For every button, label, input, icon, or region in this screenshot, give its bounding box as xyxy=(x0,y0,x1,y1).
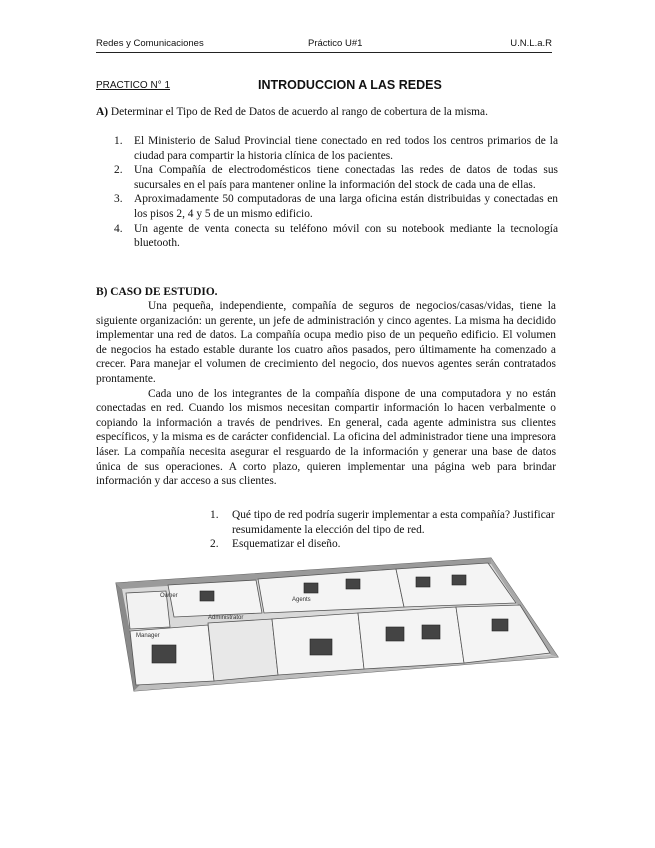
desk-agent xyxy=(422,625,440,639)
question-item xyxy=(210,537,560,552)
section-a-statement xyxy=(96,105,566,120)
desk-administrator xyxy=(310,639,332,655)
case-study-body xyxy=(96,299,556,489)
office-floorplan-illustration xyxy=(96,555,566,700)
case-study-questions xyxy=(210,508,560,552)
list-item-text: El Ministerio de Salud Provincial tiene conectado en red todos los centros primarios de la ciudad para compartir la historia clínica de los pacientes. xyxy=(134,135,558,162)
desk-agent xyxy=(452,575,466,585)
question-item xyxy=(210,508,560,537)
case-study-paragraph: Una pequeña, independiente, compañía de seguros de negocios/casas/vidas, tiene la siguiente organización: un gerente, un jefe de administración y cinco agentes. La misma ha decidido implementar una red de datos. La compañía ocupa medio piso de un pequeño edificio. El volumen de negocios ha estado estable durante los cuatro años pasados, pero últimamente ha comenzado a crecer. Para manejar el volumen de crecimiento del negocio, dos nuevos agentes serán contratados prontamente. xyxy=(96,300,556,385)
question-number: 2. xyxy=(210,538,219,551)
question-text: Esquematizar el diseño. xyxy=(232,538,341,551)
list-item-text: Una Compañía de electrodomésticos tiene conectadas las redes de datos de todas sus sucursales en el país para mantener online la información del stock de cada una de ellas. xyxy=(134,164,558,191)
room-east xyxy=(456,605,550,663)
desk-agent xyxy=(304,583,318,593)
list-item-number: 3. xyxy=(114,193,123,206)
room-agents-south xyxy=(358,607,464,669)
practice-number: PRACTICO N° 1 xyxy=(96,80,171,91)
list-item-number: 2. xyxy=(114,164,123,177)
corridor xyxy=(208,619,278,681)
section-b-title: B) CASO DE ESTUDIO. xyxy=(96,286,218,298)
room-owner xyxy=(168,580,262,617)
desk-manager xyxy=(152,645,176,663)
desk-owner xyxy=(200,591,214,601)
question-number: 1. xyxy=(210,509,219,521)
label-manager: Manager xyxy=(136,633,160,639)
list-item xyxy=(112,192,558,221)
desk-agent xyxy=(492,619,508,631)
desk-agent xyxy=(386,627,404,641)
section-a-text: Determinar el Tipo de Red de Datos de acuerdo al rango de cobertura de la misma. xyxy=(110,106,488,118)
page-header xyxy=(96,38,552,53)
label-agents: Agents xyxy=(292,597,311,603)
question-text: Qué tipo de red podría sugerir implementar a esta compañía? Justificar resumidamente la elección del tipo de red. xyxy=(232,509,555,536)
list-item xyxy=(112,222,558,251)
page-title: INTRODUCCION A LAS REDES xyxy=(258,78,442,92)
list-item xyxy=(112,163,558,192)
section-a-list xyxy=(112,134,558,251)
case-study-paragraph: Cada uno de los integrantes de la compañía dispone de una computadora y no están conectadas en red. Cuando los mismos necesitan compartir información lo hacen verbalmente o copiando la información a través de pendrives. En general, cada agente administra sus clientes específicos, y la misma es de carácter confidencial. La oficina del administrador tiene una impresora láser. La compañía necesita asegurar el resguardo de la información y generar una base de datos única de sus operaciones. A corto plazo, quieren implementar una página web para brindar información y dar acceso a sus clientes. xyxy=(96,387,556,488)
header-course: Redes y Comunicaciones xyxy=(96,38,204,49)
header-unit: Práctico U#1 xyxy=(308,38,363,49)
list-item-text: Aproximadamente 50 computadoras de una larga oficina están distribuidas y conectadas en los pisos 2, 4 y 5 de un mismo edificio. xyxy=(134,193,558,220)
floorplan-svg xyxy=(96,555,566,700)
desk-agent xyxy=(346,579,360,589)
label-owner: Owner xyxy=(160,593,178,599)
list-item-number: 1. xyxy=(114,135,123,147)
desk-agent xyxy=(416,577,430,587)
header-university: U.N.L.a.R xyxy=(510,38,552,49)
label-administrator: Administrator xyxy=(208,615,244,621)
list-item-number: 4. xyxy=(114,222,123,235)
list-item xyxy=(112,134,558,163)
list-item-text: Un agente de venta conecta su teléfono móvil con su notebook mediante la tecnología bluetooth. xyxy=(134,222,558,250)
section-a-label: A) xyxy=(96,106,109,118)
